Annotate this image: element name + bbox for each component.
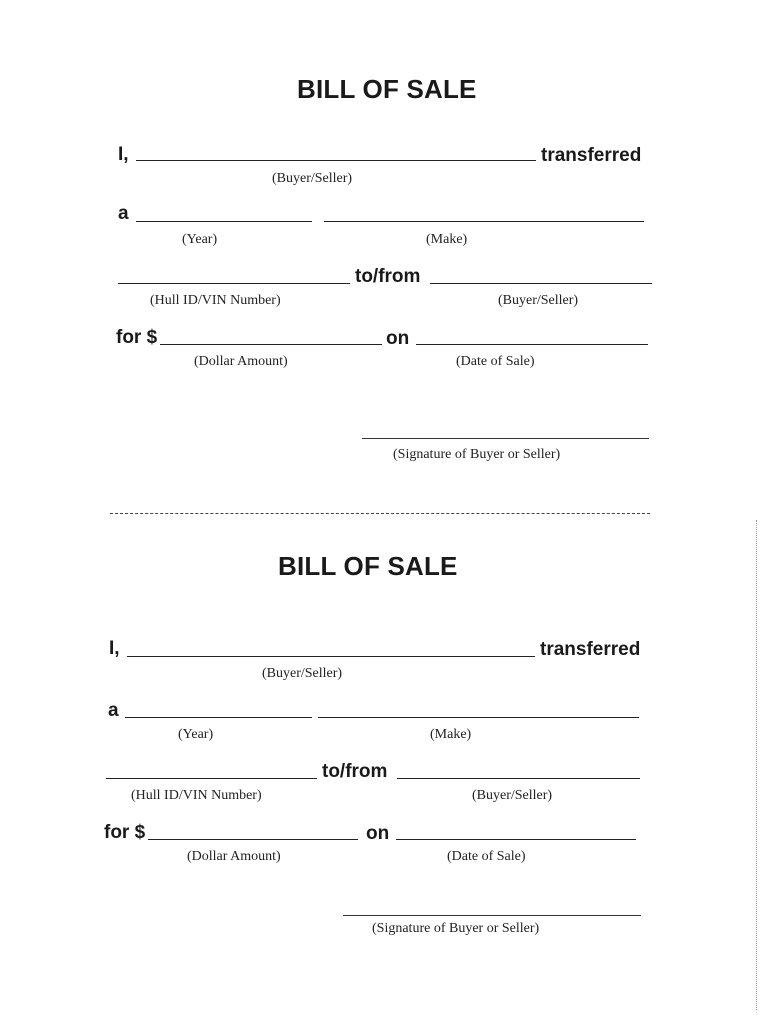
hull-id-vin-field[interactable] bbox=[106, 778, 317, 779]
year-field[interactable] bbox=[125, 717, 312, 718]
make-caption: (Make) bbox=[430, 727, 472, 742]
form-title: BILL OF SALE bbox=[278, 551, 458, 581]
to-from-label: to/from bbox=[322, 761, 388, 782]
to-from-label: to/from bbox=[355, 266, 421, 287]
to-from-buyer-seller-caption: (Buyer/Seller) bbox=[498, 293, 579, 308]
for-dollar-label: for $ bbox=[104, 822, 146, 843]
buyer-seller-prefix: I, bbox=[118, 144, 129, 165]
year-caption: (Year) bbox=[182, 232, 218, 247]
on-label: on bbox=[366, 823, 390, 844]
buyer-seller-caption: (Buyer/Seller) bbox=[272, 171, 353, 186]
date-of-sale-caption: (Date of Sale) bbox=[456, 354, 535, 369]
transferred-label: transferred bbox=[540, 639, 641, 660]
to-from-buyer-seller-field[interactable] bbox=[397, 778, 640, 779]
buyer-seller-field[interactable] bbox=[127, 656, 535, 657]
article-a-label: a bbox=[108, 700, 119, 721]
buyer-seller-prefix: I, bbox=[109, 638, 120, 659]
signature-field[interactable] bbox=[343, 915, 641, 916]
make-field[interactable] bbox=[318, 717, 639, 718]
dollar-amount-caption: (Dollar Amount) bbox=[187, 849, 281, 864]
to-from-buyer-seller-caption: (Buyer/Seller) bbox=[472, 788, 553, 803]
dollar-amount-caption: (Dollar Amount) bbox=[194, 354, 288, 369]
hull-id-vin-caption: (Hull ID/VIN Number) bbox=[131, 788, 262, 803]
form-title: BILL OF SALE bbox=[297, 74, 477, 104]
signature-caption: (Signature of Buyer or Seller) bbox=[372, 921, 540, 936]
date-of-sale-caption: (Date of Sale) bbox=[447, 849, 526, 864]
on-label: on bbox=[386, 328, 410, 349]
for-dollar-label: for $ bbox=[116, 327, 158, 348]
buyer-seller-caption: (Buyer/Seller) bbox=[262, 666, 343, 681]
year-caption: (Year) bbox=[178, 727, 214, 742]
transferred-label: transferred bbox=[541, 145, 642, 166]
date-of-sale-field[interactable] bbox=[396, 839, 636, 840]
dollar-amount-field[interactable] bbox=[148, 839, 358, 840]
signature-caption: (Signature of Buyer or Seller) bbox=[393, 447, 561, 462]
article-a-label: a bbox=[118, 203, 129, 224]
scan-edge-artifact bbox=[756, 520, 767, 1010]
hull-id-vin-caption: (Hull ID/VIN Number) bbox=[150, 293, 281, 308]
make-caption: (Make) bbox=[426, 232, 468, 247]
